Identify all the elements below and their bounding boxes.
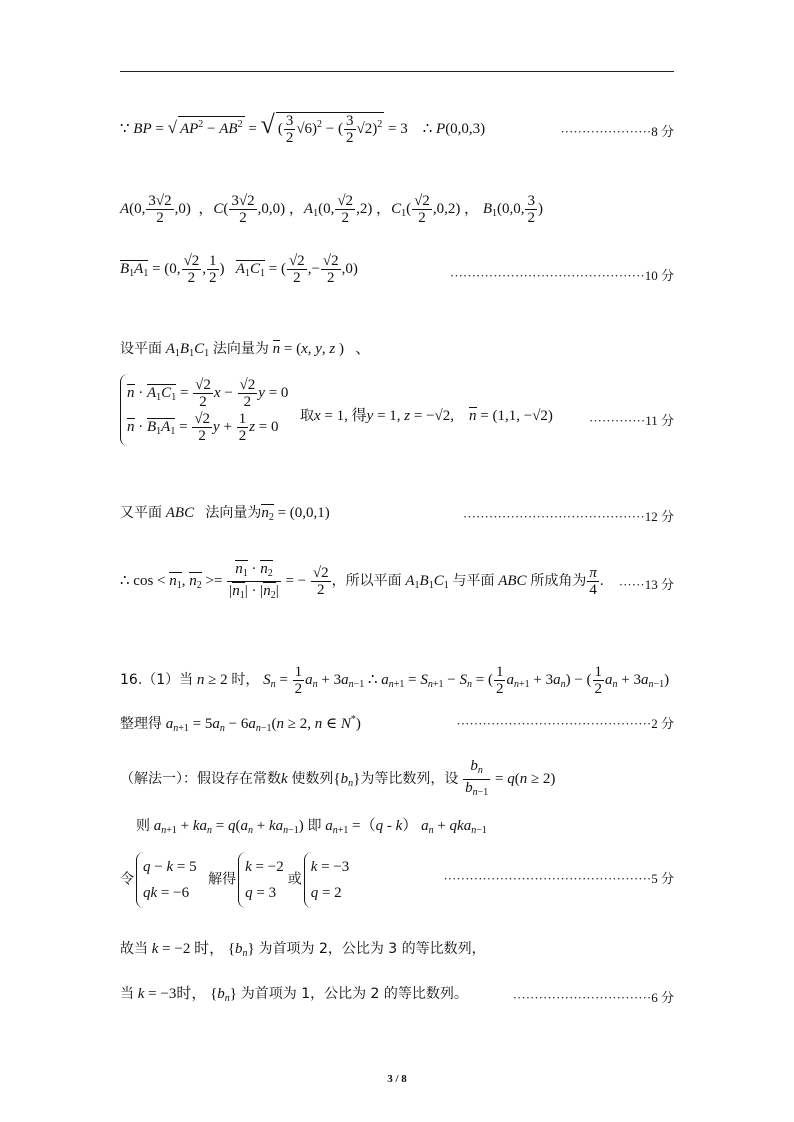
score-10: ·············································10 分 <box>449 268 674 283</box>
text-conclusion-2: 当 k = −3时， $\{b_n\}$ 为首项为 1，公比为 2 的等比数列。 <box>120 986 468 1004</box>
formula-bp: ∵ BP = √ $AP^2 - AB^2$ = √ ( $\frac{3}{2}$ √6)$^2$ − ( $\frac{3}{2}$ √2)$^2$ = 3 ∴ P(0,0,3) <box>120 109 486 146</box>
formula-then: 则 $a_{n+1} + ka_n = q(a_n + ka_{n-1})$ 即 $a_{n+1} =(q - k) a_n + qka_{n-1}$ <box>136 818 487 836</box>
page-number: 3 / 8 <box>387 1073 407 1085</box>
text-plane-normal: 设平面 $A_1B_1C_1$ 法向量为 n = (x, y, z ) 、 <box>120 341 371 359</box>
formula-cos-angle: ∴ $\cos < n_1$, $n_2$ >= $\frac{n_1 \cdot n_2}{|n_1| \cdot |n_2|}$ = − $\frac{√2}{2}$ ，所以平面 $A_1B_1C_1$ 与平面 ABC 所成角为 $\frac{\pi}{4}$ . <box>120 561 604 601</box>
score-13: ······13 分 <box>618 577 674 592</box>
formula-method1: （解法一）：假设存在常数k 使数列$\{b_n\}$为等比数列，设 $\frac{b_n}{b_{n-1}}$ = q(n ≥ 2) <box>120 758 556 798</box>
formula-coordinates: A(0, $\frac{3√2}{2}$ ,0) ，C( $\frac{3√2}{2}$ ,0,0) ，$A_1(0$, $\frac{√2}{2}$ ,2) ，$C_1$( $\frac{√2}{2}$ ,0,2) ， $B_1(0,0$, $\frac{3}{2}$ ) <box>120 193 543 226</box>
score-6: ································6 分 <box>512 990 674 1005</box>
score-11: ·············11 分 <box>588 413 674 428</box>
formula-simplify: 整理得 $a_{n+1} = 5a_n - 6a_{n-1}(n \ge 2$, n ∈ N*) <box>120 714 361 734</box>
score-8: ·····················8 分 <box>560 124 674 139</box>
formula-q16: 16.（1）当 n ≥ 2 时， $S_n$ = $\frac{1}{2}$ $a_n + 3a_{n-1}$ ∴ $a_{n+1} = S_{n+1} - S_n$ = ( $\frac{1}{2}$ $a_{n+1} + 3a_n$) − ( $\frac{1}{2}$ $a_n + 3a_{n-1}$) <box>120 664 670 697</box>
score-12: ··········································12 分 <box>462 509 674 524</box>
formula-take-values: 取x = 1, 得y = 1, z = −√2, n = (1,1, −√2) <box>300 408 553 424</box>
text-conclusion-1: 故当 k = −2 时， $\{b_n\}$ 为首项为 2，公比为 3 的等比数列， <box>120 941 486 959</box>
header-rule <box>120 71 674 72</box>
formula-abc-normal: 又平面 ABC 法向量为$n_2 = (0,0,1)$ <box>120 505 330 523</box>
formula-solve: 令 q − k = 5 qk = −6 解得 k = −2 q = 3 或 k = −3 q = 2 <box>120 852 353 908</box>
score-2: ·············································2 分 <box>456 716 674 731</box>
formula-vectors: $B_1A_1 = (0$, $\frac{√2}{2}$ , $\frac{1}{2}$ ) $A_1C_1$ = ( $\frac{√2}{2}$ ,− $\frac{√2}{2}$ ,0) <box>120 253 358 286</box>
score-5: ················································5 分 <box>443 871 674 886</box>
formula-system: $n \cdot A_1C_1$ = $\frac{√2}{2}$ x − $\frac{√2}{2}$ y = 0 $n \cdot B_1A_1$ = $\frac{√2}{2}$ y + $\frac{1}{2}$ z = 0 <box>116 374 292 446</box>
